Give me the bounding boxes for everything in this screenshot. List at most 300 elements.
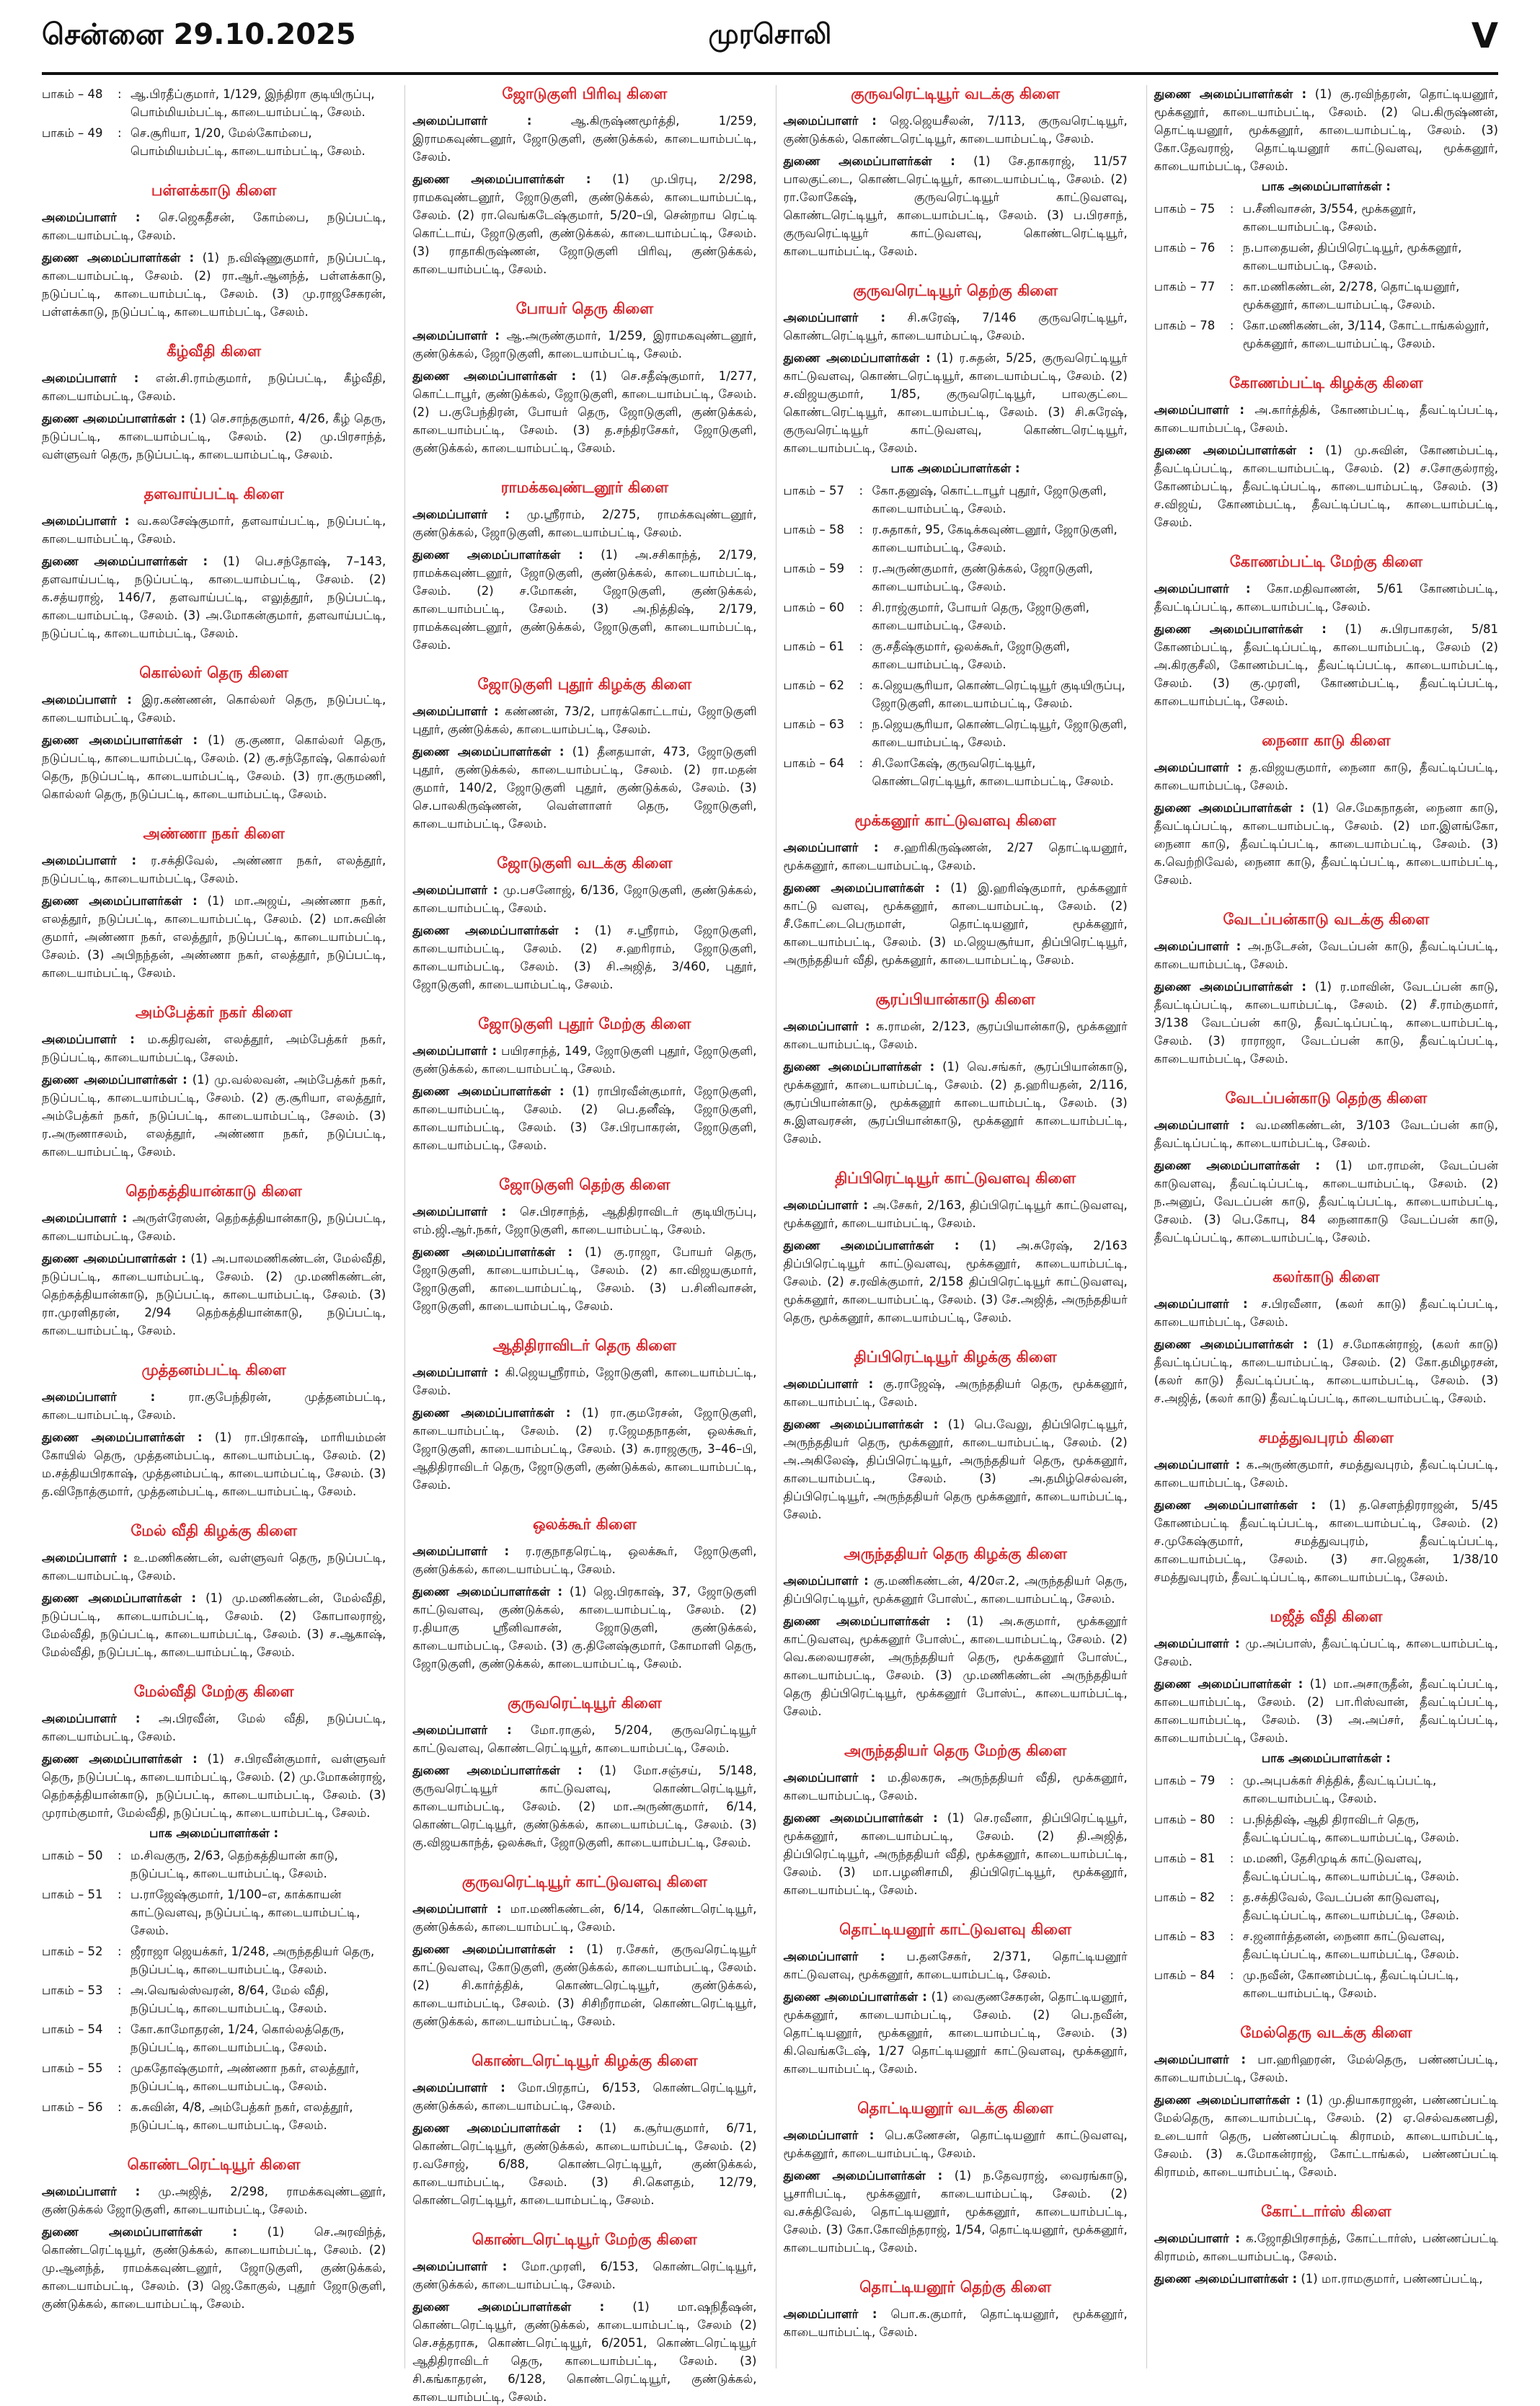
member-entry (1154, 1116, 1498, 1152)
branch-heading: கலர்காடு கிளை (1273, 1268, 1380, 1286)
member-entry (412, 1583, 756, 1673)
role-label: அமைப்பாளர் : (783, 2307, 877, 2321)
branch-heading: ஜோடுகுளி பிரிவு கிளை (502, 85, 668, 102)
branch-heading: குருவரெட்டியூர் காட்டுவளவு கிளை (461, 1873, 707, 1890)
role-label: துணை அமைப்பாளர்கள் : (783, 1811, 938, 1825)
booth-number: பாகம் – 61 (783, 640, 844, 653)
role-label: துணை அமைப்பாளர்கள் : (42, 1430, 203, 1444)
branch-heading: வேடப்பன்காடு வடக்கு கிளை (1223, 911, 1430, 928)
booth-organizer: ம.மணி, தேசிமுடிக் காட்டுவளவு, தீவட்டிப்பட்டி, காடையாம்பட்டி, சேலம். (1242, 1852, 1459, 1883)
role-label: அமைப்பாளர் : (42, 2185, 141, 2198)
branch-section (42, 342, 386, 464)
member-entry (1154, 1456, 1498, 1492)
separator: : (859, 601, 864, 614)
member-entry (1154, 978, 1498, 1068)
role-label: அமைப்பாளர் : (412, 1205, 507, 1219)
booth-organizer: கோ.மணிகண்டன், 3/114, கோட்டாங்கல்லூர், மூக்கனூர், காடையாம்பட்டி, சேலம். (1242, 319, 1490, 350)
branch-section (784, 1348, 1128, 1523)
member-details: (1) செ.அரவிந்த், கொண்டரெட்டியூர், குண்டுக்கல், காடையாம்பட்டி, சேலம். (2) மு.ஆனந்த், ராமக்கவுண்டனூர், ஜோடுகுளி, குண்டுக்கல், காடையாம்பட்டி, சேலம். (3) ஜெ.கோகுல், புதூர் ஜோடுகுளி, குண்டுக்கல், காடையாம்பட்டி, சேலம். (42, 2225, 386, 2311)
booth-organizer: ர.அருண்குமார், குண்டுக்கல், ஜோடுகுளி, காடையாம்பட்டி, சேலம். (872, 562, 1093, 593)
branch-heading: கோணம்பட்டி கிழக்கு கிளை (1229, 374, 1423, 392)
role-label: துணை அமைப்பாளர்கள் : (42, 412, 186, 425)
booth-row (42, 2098, 386, 2134)
role-label: துணை அமைப்பாளர்கள் : (783, 154, 955, 168)
member-details: பயிரசாந்த், 149, ஜோடுகுளி புதூர், ஜோடுகுளி, குண்டுக்கல், காடையாம்பட்டி, சேலம். (412, 1044, 757, 1076)
role-label: துணை அமைப்பாளர்கள் : (1154, 87, 1307, 101)
member-details: (1) அ.சுரேஷ், 2/163 திப்பிரெட்டியூர் காட்டுவளவு, மூக்கனூர், காடையாம்பட்டி, சேலம். (2) ச.ரவிக்குமார், 2/158 திப்பிரெட்டியூர் காட்டுவளவு, மூக்கனூர், காடையாம்பட்டி, சேலம். (3) சே.அஜித், அருந்ததியர் தெரு, மூக்கனூர், காடையாம்பட்டி, சேலம். (783, 1239, 1128, 1324)
member-details: (1) அ.பாலமணிகண்டன், மேல்வீதி, நடுப்பட்டி, காடையாம்பட்டி, சேலம். (2) மு.மணிகண்டன், தெற்கத்தியான்காடு, நடுப்பட்டி, காடையாம்பட்டி, சேலம். (3) ரா.முரளிதரன், 2/94 தெற்கத்தியான்காடு, நடுப்பட்டி, காடையாம்பட்டி, சேலம். (42, 1252, 386, 1337)
role-label: அமைப்பாளர் : (42, 693, 132, 707)
branch-heading: ஒலக்கூர் கிளை (532, 1516, 637, 1533)
booth-row (784, 676, 1128, 712)
separator: : (1229, 241, 1234, 255)
role-label: துணை அமைப்பாளர்கள் : (42, 1752, 198, 1766)
branch-section (412, 300, 756, 457)
branch-heading: ஜோடுகுளி புதூர் கிழக்கு கிளை (477, 676, 692, 693)
member-details: (1) மு.பிரபு, 2/298, ராமகவுண்டனூர், ஜோடுகுளி, குண்டுக்கல், காடையாம்பட்டி, சேலம். (2) ரா.வெங்கடேஷ்குமார், 5/20–பி, சென்றாய ரெட்டி கொட்டாய், ஜோடுகுளி, குண்டுக்கல், காடையாம்பட்டி, சேலம். (3) ராதாகிருஷ்ணன், ஜோடுகுளி பிரிவு, குண்டுக்கல், காடையாம்பட்டி, சேலம். (412, 172, 757, 276)
booth-organizer: அ.வெஙல்ஸ்வரன், 8/64, மேல் வீதி, நடுப்பட்டி, காடையாம்பட்டி, சேலம். (130, 1983, 329, 2015)
member-entry (42, 1250, 386, 1340)
member-entry (1154, 2051, 1498, 2087)
member-entry (1154, 937, 1498, 973)
role-label: அமைப்பாளர் : (412, 329, 500, 342)
member-details: (1) செ.மேகநாதன், நைனா காடு, தீவட்டிப்பட்டி, காடையாம்பட்டி, சேலம். (2) மா.இளங்கோ, நைனா காடு, தீவட்டிப்பட்டி, காடையாம்பட்டி, சேலம். (3) க.வெற்றிவேல், நைனா காடு, தீவட்டிப்பட்டி, காடையாம்பட்டி, சேலம். (1154, 801, 1498, 887)
member-entry (1154, 401, 1498, 437)
branch-section (784, 282, 1128, 790)
role-label: அமைப்பாளர் : (412, 2260, 508, 2273)
role-label: துணை அமைப்பாளர்கள் : (412, 924, 580, 937)
member-details: என்.சி.ராம்குமார், நடுப்பட்டி, கீழ்வீதி, காடையாம்பட்டி, சேலம். (42, 371, 386, 403)
member-details: (1) ர.சுதன், 5/25, குருவரெட்டியூர் காட்டுவளவு, கொண்டரெட்டியூர், காடையாம்பட்டி, சேலம். (2) ச.விஜயகுமார், 1/85, குருவரெட்டியூர், பாலகுட்டை கொண்டரெட்டியூர், காடையாம்பட்டி, சேலம். (3) சி.சுரேஷ், குருவரெட்டியூர் காட்டுவளவு, கொண்டரெட்டியூர், காடையாம்பட்டி, சேலம். (783, 351, 1128, 455)
separator: : (1229, 1774, 1234, 1787)
separator: : (118, 1945, 122, 1958)
member-details: (1) ச.ஸ்ரீராம், ஜோடுகுளி, காடையாம்பட்டி, சேலம். (2) ச.ஹரிராம், ஜோடுகுளி, காடையாம்பட்டி, சேலம். (3) சி.அஜித், 3/460, புதூர், ஜோடுகுளி, காடையாம்பட்டி, சேலம். (412, 924, 757, 991)
member-details: அ.பிரவீன், மேல் வீதி, நடுப்பட்டி, காடையாம்பட்டி, சேலம். (42, 1712, 386, 1743)
booth-organizer: கா.மணிகண்டன், 2/278, தொட்டியனூர், மூக்கனூர், காடையாம்பட்டி, சேலம். (1242, 280, 1460, 311)
member-entry (42, 369, 386, 405)
branch-heading: குருவரெட்டியூர் தெற்கு கிளை (853, 282, 1058, 299)
member-entry (784, 1058, 1128, 1148)
role-label: அமைப்பாளர் : (42, 1390, 156, 1404)
member-details: (1) அ.சுகுமார், மூக்கனூர் காட்டுவளவு, மூக்கனூர் போஸ்ட், காடையாம்பட்டி, சேலம். (2) வெ.கலையரசன், அருந்ததியர் தெரு, மூக்கனூர் போஸ்ட், காடையாம்பட்டி, சேலம். (3) மு.மணிகண்டன் அருந்ததியர் தெரு திப்பிரெட்டியூர், மூக்கனூர் போஸ்ட், காடையாம்பட்டி, சேலம். (783, 1614, 1128, 1718)
member-details: செ.பிரசாந்த், ஆதிதிராவிடர் குடியிருப்பு, எம்.ஜி.ஆர்.நகர், ஜோடுகுளி, காடையாம்பட்டி, சேலம். (412, 1205, 757, 1237)
booth-row (42, 85, 386, 121)
booth-organizers-subheading: பாக அமைப்பாளர்கள் : (1261, 1751, 1391, 1765)
member-entry (1154, 799, 1498, 889)
member-entry (42, 1710, 386, 1746)
branch-section (1154, 553, 1498, 710)
member-details: (1) ந.தேவராஜ், வைரங்காடு, பூசாரிபட்டி, மூக்கனூர், காடையாம்பட்டி, சேலம். (2) வ.சக்திவேல், தொட்டியனூர், மூக்கனூர், காடையாம்பட்டி, சேலம். (3) கோ.கோவிந்தராஜ், 1/54, தொட்டியனூர், மூக்கனூர், காடையாம்பட்டி, சேலம். (783, 2169, 1128, 2255)
branch-section (42, 1522, 386, 1661)
member-entry (784, 2305, 1128, 2341)
booth-organizer: த.சக்திவேல், வேடப்பன் காடுவளவு, தீவட்டிப்பட்டி, காடையாம்பட்டி, சேலம். (1242, 1890, 1459, 1922)
branch-heading: ஜோடுகுளி தெற்கு கிளை (499, 1176, 671, 1193)
role-label: அமைப்பாளர் : (1154, 1458, 1241, 1472)
branch-heading: திப்பிரெட்டியூர் கிழக்கு கிளை (854, 1348, 1057, 1366)
branch-section (42, 2156, 386, 2313)
branch-heading: அருந்ததியர் தெரு மேற்கு கிளை (844, 1742, 1067, 1759)
member-entry (1154, 620, 1498, 710)
booth-number: பாகம் – 58 (783, 523, 844, 536)
booth-number: பாகம் – 81 (1154, 1852, 1216, 1865)
member-entry (42, 1750, 386, 1822)
booth-number: பாகம் – 83 (1154, 1929, 1216, 1943)
booth-organizer: க.சுவின், 4/8, அம்பேத்கர் நகர், எலத்தூர், நடுப்பட்டி, காடையாம்பட்டி, சேலம். (130, 2100, 353, 2132)
member-entry (42, 1589, 386, 1661)
branch-heading: ஜோடுகுளி வடக்கு கிளை (497, 854, 673, 872)
booth-number: பாகம் – 48 (42, 87, 103, 101)
booth-row (1154, 317, 1498, 353)
booth-organizer: கு.சதீஷ்குமார், ஒலக்கூர், ஜோடுகுளி, காடையாம்பட்டி, சேலம். (872, 640, 1070, 671)
member-details: மோ.முரளி, 6/153, கொண்டரெட்டியூர், குண்டுக்கல், காடையாம்பட்டி, சேலம். (412, 2260, 757, 2291)
branch-section (42, 182, 386, 321)
role-label: துணை அமைப்பாளர்கள் : (42, 733, 198, 747)
role-label: அமைப்பாளர் : (412, 1544, 510, 1558)
member-entry (412, 327, 756, 363)
branch-heading: கொண்டரெட்டியூர் கிழக்கு கிளை (472, 2052, 698, 2069)
branch-heading: கோணம்பட்டி மேற்கு கிளை (1229, 553, 1423, 570)
booth-organizer: ம.சிவகுரு, 2/63, தெற்கத்தியான் காடு, நடுப்பட்டி, காடையாம்பட்டி, சேலம். (130, 1849, 338, 1880)
branch-section (42, 85, 386, 160)
column-4 (1146, 85, 1498, 2369)
branch-heading: தொட்டியனூர் தெற்கு கிளை (859, 2278, 1052, 2296)
separator: : (118, 1983, 122, 1997)
booth-organizer: ப.ராஜேஷ்குமார், 1/100–எ, காக்காயன் காட்டுவளவு, நடுப்பட்டி, காடையாம்பட்டி, சேலம். (130, 1888, 360, 1937)
member-details: ச.ஹரிகிருஷ்ணன், 2/27 தொட்டியனூர், மூக்கனூர், காடையாம்பட்டி, சேலம். (783, 841, 1128, 872)
role-label: துணை அமைப்பாளர்கள் : (412, 369, 577, 383)
member-entry (412, 1363, 756, 1399)
branch-section (1154, 732, 1498, 889)
branch-section (784, 1169, 1128, 1327)
member-entry (784, 349, 1128, 457)
member-details: (1) ச.மோகன்ராஜ், (கலர் காடு) தீவட்டிப்பட்டி, காடையாம்பட்டி, சேலம். (2) கோ.தமிழரசன், (கலர் காடு) தீவட்டிப்பட்டி, காடையாம்பட்டி, சேலம். (3) ச.அஜித், (கலர் காடு) தீவட்டிப்பட்டி, காடையாம்பட்டி, சேலம். (1154, 1337, 1498, 1405)
member-details: கு.ராஜேஷ், அருந்ததியர் தெரு, மூக்கனூர், காடையாம்பட்டி, சேலம். (783, 1377, 1128, 1409)
member-entry (412, 881, 756, 917)
member-entry (412, 1761, 756, 1852)
member-details: ப.தனசேகர், 2/371, தொட்டியனூர் காட்டுவளவு, மூக்கனூர், காடையாம்பட்டி, சேலம். (783, 1950, 1128, 1981)
branch-section (784, 812, 1128, 969)
member-details: இர.கண்ணன், கொல்லர் தெரு, நடுப்பட்டி, காடையாம்பட்டி, சேலம். (42, 693, 386, 725)
booth-row (1154, 200, 1498, 236)
member-entry (42, 1428, 386, 1500)
branch-section (42, 485, 386, 642)
role-label: துணை அமைப்பாளர்கள் : (1154, 1159, 1321, 1172)
booth-row (784, 715, 1128, 751)
member-entry (412, 1940, 756, 2030)
member-details: (1) மு.வல்லவன், அம்பேத்கர் நகர், நடுப்பட்டி, காடையாம்பட்டி, சேலம். (2) கு.சூரியா, எலத்தூர், அம்பேத்கர் நகர், நடுப்பட்டி, காடையாம்பட்டி, சேலம். (3) ர.அருணாசலம், எலத்தூர், அண்ணா நகர், நடுப்பட்டி, காடையாம்பட்டி, சேலம். (42, 1073, 386, 1159)
branch-section (784, 1545, 1128, 1720)
member-entry (784, 1612, 1128, 1720)
member-entry (1154, 85, 1498, 175)
branch-heading: சூரப்பியான்காடு கிளை (875, 991, 1035, 1008)
role-label: அமைப்பாளர் : (412, 114, 532, 128)
member-entry (42, 731, 386, 803)
branch-section (1154, 1268, 1498, 1407)
booth-number: பாகம் – 55 (42, 2061, 103, 2075)
member-entry (412, 1900, 756, 1936)
booth-row (784, 754, 1128, 790)
branch-section (42, 1361, 386, 1500)
booth-row (1154, 278, 1498, 314)
booth-number: பாகம் – 77 (1154, 280, 1216, 293)
member-entry (412, 743, 756, 833)
role-label: துணை அமைப்பாளர்கள் : (1154, 980, 1306, 994)
member-entry (42, 1549, 386, 1585)
member-details: (1) செ.சாந்தகுமார், 4/26, கீழ் தெரு, நடுப்பட்டி, காடையாம்பட்டி, சேலம். (2) மு.பிரசாந்த், வள்ளுவர் தெரு, நடுப்பட்டி, காடையாம்பட்டி, சேலம். (42, 412, 386, 461)
branch-heading: குருவரெட்டியூர் கிளை (507, 1694, 662, 1712)
member-entry (412, 702, 756, 738)
article-columns (42, 85, 1499, 2404)
separator: : (859, 640, 864, 653)
member-entry (784, 879, 1128, 969)
branch-heading: கொல்லர் தெரு கிளை (139, 664, 288, 681)
booth-row (42, 1981, 386, 2017)
role-label: துணை அமைப்பாளர்கள் : (1154, 622, 1327, 636)
member-details: (1) ரா.பிரகாஷ், மாரியம்மன் கோயில் தெரு, முத்தனம்பட்டி, காடையாம்பட்டி, சேலம். (2) ம.சத்தியபிரகாஷ், முத்தனம்பட்டி, காடையாம்பட்டி, சேலம். (3) த.விநோத்குமார், முத்தனம்பட்டி, காடையாம்பட்டி, சேலம். (42, 1430, 386, 1498)
member-details: (1) தீனதயாள், 473, ஜோடுகுளி புதூர், குண்டுக்கல், காடையாம்பட்டி, சேலம். (2) ரா.மதன் குமார், 140/2, ஜோடுகுளி புதூர், குண்டுக்கல், சேலம். (3) செ.பாலகிருஷ்ணன், வெள்ளாளர் தெரு, ஜோடுகுளி, காடையாம்பட்டி, சேலம். (412, 745, 757, 831)
role-label: துணை அமைப்பாளர்கள் : (1154, 2093, 1301, 2107)
member-details: கி.ஜெயஸ்ரீராம், ஜோடுகுளி, காடையாம்பட்டி, சேலம். (412, 1366, 757, 1397)
booth-number: பாகம் – 80 (1154, 1813, 1216, 1826)
member-details: (1) ரா.குமரேசன், ஜோடுகுளி, காடையாம்பட்டி, சேலம். (2) ர.ஜேமதநாதன், ஒலக்கூர், ஜோடுகுளி, காடையாம்பட்டி, சேலம். (3) சு.ராஜகுரு, 3–46–பி, ஆதிதிராவிடர் தெரு, ஜோடுகுளி, குண்டுக்கல், காடையாம்பட்டி, சேலம். (412, 1406, 757, 1492)
role-label: அமைப்பாளர் : (1154, 2053, 1246, 2066)
member-details: மு.அப்பாஸ், தீவட்டிப்பட்டி, காடையாம்பட்டி, சேலம். (1154, 1637, 1498, 1668)
branch-heading: திப்பிரெட்டியூர் காட்டுவளவு கிளை (835, 1169, 1076, 1187)
booth-row (42, 2059, 386, 2095)
branch-heading: அருந்ததியர் தெரு கிழக்கு கிளை (844, 1545, 1067, 1562)
role-label: துணை அமைப்பாளர்கள் : (42, 894, 198, 908)
member-details: வ.கலசேஷ்குமார், தளவாய்பட்டி, நடுப்பட்டி, காடையாம்பட்டி, சேலம். (42, 514, 386, 546)
member-details: மோ.பிரதாப், 6/153, கொண்டரெட்டியூர், குண்டுக்கல், காடையாம்பட்டி, சேலம். (412, 2081, 757, 2113)
role-label: துணை அமைப்பாளர்கள் : (1154, 1677, 1304, 1691)
branch-heading: ஆதிதிராவிடர் தெரு கிளை (492, 1337, 677, 1354)
member-details: அ.கார்த்திக், கோணம்பட்டி, தீவட்டிப்பட்டி, காடையாம்பட்டி, சேலம். (1154, 403, 1498, 435)
member-details: (1) மோ.சஞ்சய், 5/148, குருவரெட்டியூர் காட்டுவளவு, கொண்டரெட்டியூர், காடையாம்பட்டி, சேலம். (2) மா.அருண்குமார், 6/14, கொண்டரெட்டியூர், குண்டுக்கல், காடையாம்பட்டி, சேலம். (3) கு.விஜயகாந்த், ஒலக்கூர், ஜோடுகுளி, காடையாம்பட்டி, சேலம். (412, 1764, 757, 1849)
member-entry (784, 1947, 1128, 1983)
branch-section (1154, 1608, 1498, 2002)
member-details: மு.பசனோஜ், 6/136, ஜோடுகுளி, குண்டுக்கல், காடையாம்பட்டி, சேலம். (412, 883, 757, 915)
member-details: (1) இ.ஹரிஷ்குமார், மூக்கனூர் காட்டு வளவு, மூக்கனூர், காடையாம்பட்டி, சேலம். (2) சீ.கோட்டைபெருமாள், தொட்டியனூர், மூக்கனூர், காடையாம்பட்டி, சேலம். (3) ம.ஜெயசூர்யா, திப்பிரெட்டியூர், அருந்ததியர் வீதி, மூக்கனூர், காடையாம்பட்டி, சேலம். (783, 881, 1128, 967)
booth-number: பாகம் – 50 (42, 1849, 103, 1862)
booth-number: பாகம் – 52 (42, 1945, 103, 1958)
role-label: அமைப்பாளர் : (1154, 1637, 1240, 1650)
separator: : (118, 2022, 122, 2036)
booth-number: பாகம் – 53 (42, 1983, 103, 1997)
column-3 (776, 85, 1128, 2369)
member-details: (1) மு.மணிகண்டன், மேல்வீதி, நடுப்பட்டி, காடையாம்பட்டி, சேலம். (2) கோபாலராஜ், மேல்வீதி, நடுப்பட்டி, காடையாம்பட்டி, சேலம். (3) ச.ஆகாஷ், மேல்வீதி, நடுப்பட்டி, காடையாம்பட்டி, சேலம். (42, 1591, 386, 1659)
role-label: அமைப்பாளர் : (412, 883, 498, 897)
branch-section (1154, 1089, 1498, 1247)
member-entry (784, 1988, 1128, 2078)
role-label: அமைப்பாளர் : (783, 1950, 885, 1963)
member-details: க.ஜோதிபிரசாந்த், கோட்டார்ஸ், பண்ணப்பட்டி கிராமம், காடையாம்பட்டி, சேலம். (1154, 2232, 1498, 2263)
booth-number: பாகம் – 62 (783, 678, 844, 692)
member-details: செ.ஜெகதீசன், கோம்பை, நடுப்பட்டி, காடையாம்பட்டி, சேலம். (42, 211, 386, 242)
separator: : (859, 756, 864, 770)
member-details: ச.பிரவீனா, (கலர் காடு) தீவட்டிப்பட்டி, காடையாம்பட்டி, சேலம். (1154, 1297, 1499, 1329)
role-label: துணை அமைப்பாளர்கள் : (412, 1406, 571, 1420)
branch-section (412, 1176, 756, 1315)
member-details: (1) கு.ராஜா, போயர் தெரு, ஜோடுகுளி, காடையாம்பட்டி, சேலம். (2) கா.விஜயகுமார், ஜோடுகுளி, காடையாம்பட்டி, சேலம். (3) ப.சினிவாசன், ஜோடுகுளி, காடையாம்பட்டி, சேலம். (412, 1245, 757, 1313)
role-label: அமைப்பாளர் : (1154, 939, 1242, 953)
role-label: அமைப்பாளர் : (42, 211, 141, 224)
branch-heading: மேல்வீதி மேற்கு கிளை (133, 1683, 294, 1700)
role-label: துணை அமைப்பாளர்கள் : (1154, 1337, 1308, 1351)
member-details: ம.கதிரவன், எலத்தூர், அம்பேத்கர் நகர், நடுப்பட்டி, காடையாம்பட்டி, சேலம். (42, 1032, 386, 1064)
member-details: வ.மணிகண்டன், 3/103 வேடப்பன் காடு, தீவட்டிப்பட்டி, காடையாம்பட்டி, சேலம். (1154, 1118, 1498, 1150)
member-details: (1) ச.பிரவீன்குமார், வள்ளுவர் தெரு, நடுப்பட்டி, காடையாம்பட்டி, சேலம். (2) மு.மோகன்ராஜ், தெற்கத்தியான்காடு, நடுப்பட்டி, காடையாம்பட்டி, சேலம். (3) முராம்குமார், மேல்வீதி, நடுப்பட்டி, காடையாம்பட்டி, சேலம். (42, 1752, 386, 1820)
member-details: (1) வெ.சங்கர், சூரப்பியான்காடு, மூக்கனூர், காடையாம்பட்டி, சேலம். (2) த.ஹரியதன், 2/116, சூரப்பியான்காடு, மூக்கனூர் காடையாம்பட்டி, சேலம். (3) சு.இளவரசன், சூரப்பியான்காடு, மூக்கனூர் காடையாம்பட்டி, சேலம். (783, 1060, 1128, 1146)
member-entry (1154, 2270, 1498, 2288)
member-entry (42, 2182, 386, 2219)
booth-organizers-subheading: பாக அமைப்பாளர்கள் : (890, 461, 1020, 475)
member-entry (1154, 1156, 1498, 1247)
member-details: அ.சேகர், 2/163, திப்பிரெட்டியூர் காட்டுவளவு, மூக்கனூர், காடையாம்பட்டி, சேலம். (783, 1198, 1128, 1230)
branch-heading: வேடப்பன்காடு தெற்கு கிளை (1225, 1089, 1428, 1107)
member-entry (1154, 1335, 1498, 1407)
role-label: துணை அமைப்பாளர்கள் : (412, 745, 565, 758)
member-entry (412, 1721, 756, 1757)
role-label: அமைப்பாளர் : (42, 854, 137, 867)
member-details: சி.சுரேஷ், 7/146 குருவரெட்டியூர், கொண்டரெட்டியூர், காடையாம்பட்டி, சேலம். (783, 311, 1128, 342)
role-label: துணை அமைப்பாளர்கள் : (412, 548, 583, 562)
branch-heading: மேல் வீதி கிழக்கு கிளை (130, 1522, 297, 1539)
booth-organizer: ச.ஜனார்த்தனன், நைனா காட்டுவளவு, தீவட்டிப்பட்டி, காடையாம்பட்டி, சேலம். (1242, 1929, 1459, 1961)
booth-organizer: முகதோஷ்குமார், அண்ணா நகர், எலத்தூர், நடுப்பட்டி, காடையாம்பட்டி, சேலம். (130, 2061, 360, 2093)
branch-section (412, 1873, 756, 2030)
role-label: துணை அமைப்பாளர்கள் : (412, 2300, 605, 2314)
branch-section (412, 854, 756, 994)
newspaper-name: முரசொலி (708, 18, 832, 50)
member-entry (412, 1203, 756, 1239)
role-label: அமைப்பாளர் : (1154, 1118, 1245, 1132)
member-details: அருள்ரேஸன், தெற்கத்தியான்காடு, நடுப்பட்டி, காடையாம்பட்டி, சேலம். (42, 1211, 386, 1243)
member-details: கோ.மதிவாணன், 5/61 கோணம்பட்டி, தீவட்டிப்பட்டி, காடையாம்பட்டி, சேலம். (1154, 582, 1498, 614)
branch-section (1154, 2203, 1498, 2288)
member-entry (784, 1237, 1128, 1327)
booth-row (1154, 1927, 1498, 1963)
branch-heading: போயர் தெரு கிளை (515, 300, 654, 317)
role-label: துணை அமைப்பாளர்கள் : (412, 1245, 573, 1259)
member-details: (1) மா.ஷநிதீஷன், கொண்டரெட்டியூர், குண்டுக்கல், காடையாம்பட்டி, சேலம் (2) செ.சத்தராசு, கொண்டரெட்டியூர், 6/2051, கொண்டரெட்டியூர் ஆதிதிராவிடர் தெரு, காடையாம்பட்டி, சேலம். (3) சி.கங்காதரன், 6/128, கொண்டரெட்டியூர், குண்டுக்கல், காடையாம்பட்டி, சேலம். (412, 2300, 757, 2404)
separator: : (118, 2061, 122, 2075)
member-entry (1154, 441, 1498, 531)
member-details: ம.திலகரசு, அருந்ததியர் வீதி, மூக்கனூர், காடையாம்பட்டி, சேலம். (783, 1771, 1128, 1803)
booth-row (784, 482, 1128, 518)
member-details: மா.மணிகண்டன், 6/14, கொண்டரெட்டியூர், குண்டுக்கல், காடையாம்பட்டி, சேலம். (412, 1902, 757, 1934)
branch-section (412, 1337, 756, 1494)
member-entry (412, 1404, 756, 1494)
role-label: துணை அமைப்பாளர்கள் : (412, 172, 591, 186)
booth-organizers-subheading: பாக அமைப்பாளர்கள் : (1261, 180, 1391, 193)
role-label: துணை அமைப்பாளர்கள் : (42, 1591, 197, 1605)
separator: : (859, 484, 864, 497)
member-details: (1) மா.அசாருதீன், தீவட்டிப்பட்டி, காடையாம்பட்டி, சேலம். (2) பா.ரிஸ்வான், தீவட்டிப்பட்டி, காடையாம்பட்டி, சேலம். (3) அ.அப்சர், தீவட்டிப்பட்டி, காடையாம்பட்டி, சேலம். (1154, 1677, 1498, 1745)
member-entry (784, 1375, 1128, 1411)
role-label: அமைப்பாளர் : (42, 514, 130, 528)
branch-section (1154, 2024, 1498, 2181)
role-label: அமைப்பாளர் : (412, 704, 499, 718)
branch-section (42, 1683, 386, 2134)
booth-row (42, 2020, 386, 2056)
member-details: அ.நடேசன், வேடப்பன் காடு, தீவட்டிப்பட்டி, காடையாம்பட்டி, சேலம். (1154, 939, 1499, 971)
branch-section (1154, 85, 1498, 353)
role-label: துணை அமைப்பாளர்கள் : (412, 1585, 563, 1598)
booth-organizer: ப.சீனிவாசன், 3/554, மூக்கனூர், காடையாம்பட்டி, சேலம். (1242, 202, 1417, 234)
member-details: ர.சக்திவேல், அண்ணா நகர், எலத்தூர், நடுப்பட்டி, காடையாம்பட்டி, சேலம். (42, 854, 386, 885)
branch-heading: நைனா காடு கிளை (1262, 732, 1391, 749)
booth-row (42, 1846, 386, 1883)
role-label: அமைப்பாளர் : (783, 311, 886, 324)
booth-number: பாகம் – 63 (783, 717, 844, 731)
member-entry (784, 2167, 1128, 2257)
member-entry (42, 691, 386, 727)
booth-number: பாகம் – 76 (1154, 241, 1216, 255)
member-entry (784, 309, 1128, 345)
branch-section (412, 2052, 756, 2209)
member-entry (42, 1030, 386, 1066)
role-label: அமைப்பாளர் : (42, 371, 139, 385)
member-details: ர.ரகுநாதரெட்டி, ஒலக்கூர், ஜோடுகுளி, குண்டுக்கல், காடையாம்பட்டி, சேலம். (412, 1544, 757, 1576)
booth-number: பாகம் – 75 (1154, 202, 1216, 216)
column-1 (42, 85, 386, 2369)
member-details: (1) சு.பிரபாகரன், 5/81 கோணம்பட்டி, தீவட்டிப்பட்டி, காடையாம்பட்டி, சேலம் (2) அ.கிரகுசீலி, கோணம்பட்டி, தீவட்டிப்பட்டி, காடையாம்பட்டி, சேலம். (3) கு.முரளி, கோணம்பட்டி, தீவட்டிப்பட்டி, காடையாம்பட்டி, சேலம். (1154, 622, 1498, 708)
role-label: துணை அமைப்பாளர்கள் : (783, 2169, 943, 2182)
role-label: துணை அமைப்பாளர்கள் : (1154, 1498, 1316, 1512)
booth-organizers-subheading: பாக அமைப்பாளர்கள் : (149, 1826, 279, 1840)
role-label: அமைப்பாளர் : (783, 1771, 876, 1784)
branch-heading: முத்தனம்பட்டி கிளை (141, 1361, 286, 1379)
role-label: அமைப்பாளர் : (412, 1044, 497, 1058)
separator: : (1229, 319, 1234, 332)
branch-section (412, 2231, 756, 2406)
role-label: அமைப்பாளர் : (412, 508, 510, 521)
separator: : (1229, 280, 1234, 293)
member-details: மு.அஜித், 2/298, ராமக்கவுண்டனூர், குண்டுக்கல் ஜோடுகுளி, காடையாம்பட்டி, சேலம். (42, 2185, 386, 2216)
booth-organizer: மு.அபுபக்கர் சித்திக், தீவட்டிப்பட்டி, காடையாம்பட்டி, சேலம். (1242, 1774, 1437, 1805)
member-entry (412, 2298, 756, 2406)
branch-heading: மூக்கனூர் காட்டுவளவு கிளை (854, 812, 1056, 829)
branch-heading: தொட்டியனூர் வடக்கு கிளை (857, 2100, 1054, 2117)
branch-section (42, 825, 386, 982)
booth-number: பாகம் – 82 (1154, 1890, 1216, 1904)
booth-row (42, 124, 386, 160)
branch-heading: கீழ்வீதி கிளை (167, 342, 262, 360)
member-entry (412, 546, 756, 654)
role-label: அமைப்பாளர் : (783, 1020, 870, 1033)
branch-heading: அம்பேத்கர் நகர் கிளை (135, 1004, 293, 1021)
separator: : (859, 717, 864, 731)
member-entry (412, 367, 756, 457)
member-details: பொ.க.குமார், தொட்டியனூர், மூக்கனூர், காடையாம்பட்டி, சேலம். (783, 2307, 1128, 2339)
separator: : (1229, 1929, 1234, 1943)
branch-section (1154, 374, 1498, 531)
branch-heading: மஜீத் வீதி கிளை (1270, 1608, 1383, 1625)
booth-number: பாகம் – 49 (42, 126, 103, 140)
branch-section (1154, 911, 1498, 1068)
booth-number: பாகம் – 60 (783, 601, 844, 614)
member-entry (784, 152, 1128, 260)
member-entry (412, 1243, 756, 1315)
separator: : (118, 87, 122, 101)
branch-section (42, 1182, 386, 1340)
member-details: (1) பெ.வேலு, திப்பிரெட்டியூர், அருந்ததியர் தெரு, மூக்கனூர், காடையாம்பட்டி, சேலம். (2) அ.அகிலேஷ், திப்பிரெட்டியூர், அருந்ததியர் தெரு, மூக்கனூர், காடையாம்பட்டி, சேலம். (3) அ.தமிழ்செல்வன், திப்பிரெட்டியூர், அருந்ததியர் தெரு மூக்கனூர், காடையாம்பட்டி, சேலம். (783, 1417, 1128, 1521)
booth-row (784, 598, 1128, 634)
booth-organizer: க.ஜெயசூரியா, கொண்டரெட்டியூர் குடியிருப்பு, ஜோடுகுளி, காடையாம்பட்டி, சேலம். (872, 678, 1125, 710)
booth-row (1154, 239, 1498, 275)
member-entry (412, 170, 756, 278)
role-label: துணை அமைப்பாளர்கள் : (1154, 443, 1314, 457)
